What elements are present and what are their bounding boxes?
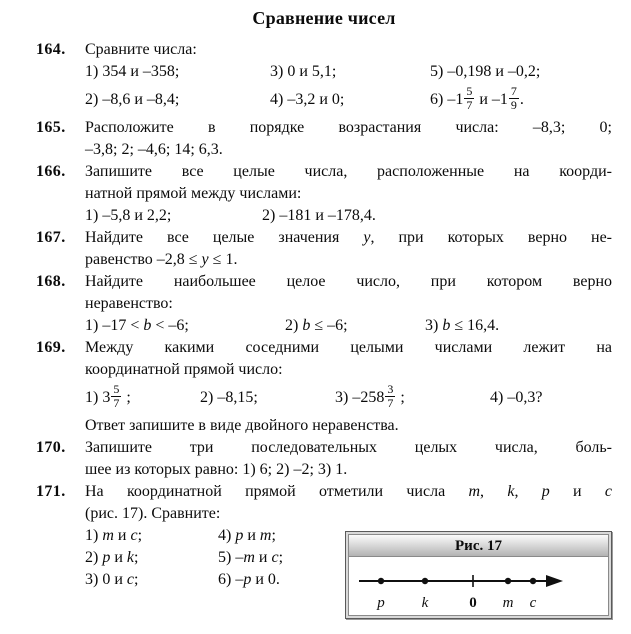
exercise-168-text-line1: Найдите наибольшее целое число, при котором верно [85,273,612,290]
item-2: 2) –8,15; [200,389,258,406]
exercise-168-text-line2: неравенство: [85,295,173,312]
item-3: 3) 0 и c; [85,571,139,588]
item-1: 1) 354 и –358; [85,63,180,80]
exercise-167-text-line2: равенство –2,8 ≤ y ≤ 1. [85,251,238,268]
exercise-165-text-line1: Расположите в порядке возрастания числа: –8,3; 0; [85,119,612,136]
figure-17 [345,531,612,619]
item-1: 1) –17 < b < –6; [85,317,189,334]
point-m-label: m [502,595,514,611]
exercise-169-text-line3: Ответ запишите в виде двойного неравенства. [85,417,399,434]
exercise-165-number: 165. [36,119,66,136]
exercise-164 [36,39,612,117]
item-6: 6) –p и 0. [218,571,280,588]
exercise-171-text-line1: На координатной прямой отметили числа m, k, p и c [85,483,612,500]
exercise-169-text-line1: Между какими соседними целыми числами лежит на [85,339,612,356]
exercise-166-number: 166. [36,163,66,180]
exercise-166-text-line1: Запишите все целые числа, расположенные на коорди- [85,163,612,180]
point-p-dot [378,578,384,584]
exercise-165 [36,117,612,161]
point-k-dot [422,578,428,584]
exercise-167 [36,227,612,271]
figure-caption: Рис. 17 [348,534,609,556]
item-3: 3) –258 $\frac{3}{7}$ ; [335,382,405,410]
exercise-171-text-line2: (рис. 17). Сравните: [85,505,221,522]
exercise-169 [36,337,612,437]
item-4: 4) –0,3? [490,389,543,406]
exercise-164-row1 [85,61,612,83]
exercise-170-number: 170. [36,439,66,456]
exercise-168-number: 168. [36,273,66,290]
exercise-165-text-line2: –3,8; 2; –4,6; 14; 6,3. [85,141,223,158]
exercise-164-intro: Сравните числа: [85,41,197,58]
zero-label: 0 [469,595,477,611]
item-1: 1) –5,8 и 2,2; [85,207,172,224]
item-4: 4) –3,2 и 0; [270,91,345,108]
exercise-169-items [85,381,612,415]
figure-number-line [348,556,609,616]
exercise-170-text-line2: шее из которых равно: 1) 6; 2) –2; 3) 1. [85,461,348,478]
exercise-164-number: 164. [36,41,66,58]
exercise-166 [36,161,612,227]
exercise-170-text-line1: Запишите три последовательных целых числа, боль- [85,439,612,456]
item-3: 3) b ≤ 16,4. [425,317,500,334]
item-2: 2) b ≤ –6; [285,317,348,334]
exercise-169-text-line2: координатной прямой число: [85,361,283,378]
item-5: 5) –0,198 и –0,2; [430,63,541,80]
exercise-167-text-line1: Найдите все целые значения y, при которых верно не- [85,229,612,246]
point-c-label: c [529,595,537,611]
exercise-166-text-line2: натной прямой между числами: [85,185,302,202]
exercise-168-items [85,315,612,337]
exercise-164-row2 [85,83,612,117]
item-1: 1) m и c; [85,527,143,544]
item-2: 2) –181 и –178,4. [262,207,376,224]
item-6: 6) –1 $\frac{5}{7}$ и –1 $\frac{7}{9}$ . [430,84,524,112]
item-2: 2) p и k; [85,549,139,566]
page-title: Сравнение чисел [252,8,396,28]
item-4: 4) p и m; [218,527,276,544]
item-5: 5) –m и c; [218,549,284,566]
axis-arrow-icon [546,575,563,587]
exercise-167-number: 167. [36,229,66,246]
exercise-168 [36,271,612,337]
point-k-label: k [421,595,429,611]
exercise-171-number: 171. [36,483,66,500]
item-2: 2) –8,6 и –8,4; [85,91,180,108]
point-m-dot [505,578,511,584]
point-c-dot [530,578,536,584]
exercise-169-number: 169. [36,339,66,356]
item-1: 1) 3 $\frac{5}{7}$ ; [85,382,131,410]
point-p-label: p [377,595,385,611]
exercise-170 [36,437,612,481]
item-3: 3) 0 и 5,1; [270,63,337,80]
number-line-svg [349,557,608,615]
exercise-166-items [85,205,612,227]
